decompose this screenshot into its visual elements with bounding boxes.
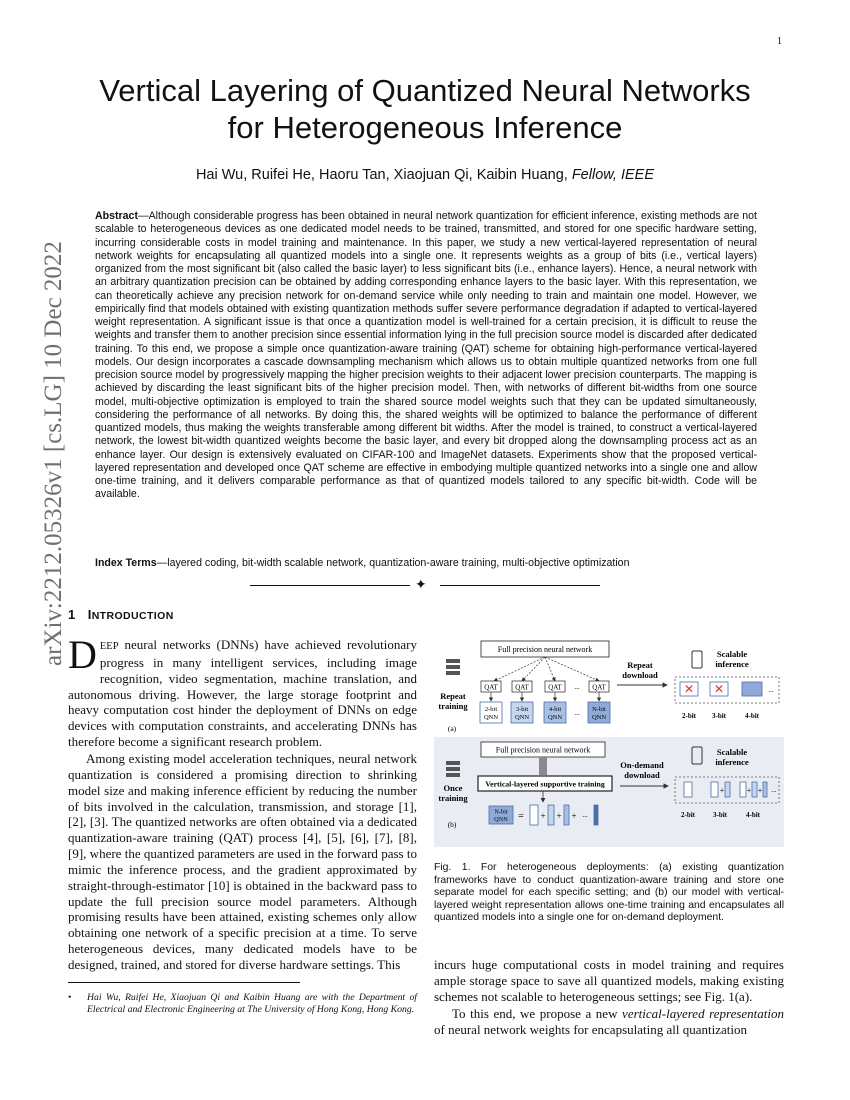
footnote-text: Hai Wu, Ruifei He, Xiaojuan Qi and Kaibin Huang are with the Department of Electrical and Electronic Engineering at The University of Hong Kong, Hong Kong.	[87, 992, 417, 1016]
device-3bit-b-layer-2	[725, 782, 730, 797]
repeat-training-label: Repeat training	[438, 691, 468, 711]
right-paragraph-1: incurs huge computational costs in model training and requires ample storage space to save all quantized models, making existing schemes not scalable to heterogeneous settings; see Fig. 1(a).	[434, 957, 784, 1004]
right-p2-start: To this end, we propose a new	[452, 1006, 623, 1021]
abstract-text: —Although considerable progress has been obtained in neural network quantization for efficient inference, existing methods are not scalable to heterogeneous devices as one dedicated model needs to be trained, transmitted, and stored for one specific hardware setting, incurring considerable costs in model training and maintenance. In this paper, we study a new vertical-layered representation of neural network weights for encapsulating all quantized models into a single one. It represents weights as a group of bits (i.e., vertical layers) organized from the most significant bit (also called the basic layer) to less significant bits (i.e., enhance layers). Hence, a neural network with an arbitrary quantization precision can be obtained by adding corresponding enhance layers to the basic layer. With this representation, we can theoretically achieve any precision network for on-demand service while only needing to train and maintain one model. However, we empirically find that models obtained with existing quantization methods suffer severe performance degradation if adapted to vertical-layered weight representation. A significant issue is that once a quantization model is well-trained for a certain precision, it is difficult to reuse the weights and transfer them to another precision since essential information lying in the full precision source model is discarded after dedicated training. To this end, we propose a simple once quantization-aware training (QAT) scheme for obtaining high-performance vertical-layered models. Our design incorporates a cascade downsampling mechanism which allows us to obtain multiple quantized networks from one full precision source model by progressively mapping the higher precision weights to their adjacent lower precision counterparts. The mapping is achieved by discarding the least significant bits of the higher precision model. Then, with networks of different bit-widths from one source model, multi-objective optimization is employed to train the shared source model weights such that they can be updated simultaneously, considering the performance of all networks. By doing this, the shared weights will be optimized to balance the performance of different quantized models, thus making the weights transferable among different bit widths. After the model is trained, to construct a vertical-layered network, the lowest bit-width quantized weights become the basic layer, and every bit dropped along the downsampling process act as an enhance layer. Our design is extensively evaluated on CIFAR-100 and ImageNet datasets. Experiments show that the proposed vertical-layered representation and developed once QAT scheme are effective in embodying multiple quantized networks into a single one and allow one-time training, and it delivers comparable performance as that of quantized models tailored to any specific bit-width. Code will be available.	[95, 210, 757, 501]
section-title-first: I	[87, 607, 92, 622]
figure-1-diagram	[434, 637, 784, 847]
intro-paragraph-1	[68, 632, 417, 750]
authors-fellow: Fellow, IEEE	[571, 167, 655, 183]
device-dots-b: ...	[771, 786, 777, 794]
bit-label-4-b: 4-bit	[746, 811, 760, 819]
qat-label-2: QAT	[515, 683, 529, 692]
scalable-inference-label-b: Scalable inference	[715, 747, 749, 767]
repeat-download-label: Repeat download	[622, 660, 658, 680]
panel-a-label: (a)	[447, 724, 457, 733]
qnn-3bit-label: 3-bit QNN	[514, 706, 530, 721]
server-icon-b	[446, 761, 460, 777]
intro-smallcaps: EEP	[99, 641, 119, 652]
layer-block-3	[564, 805, 569, 825]
device-4bit-b-layer-2	[752, 782, 757, 797]
index-terms-text: —layered coding, bit-width scalable network, quantization-aware training, multi-objective optimization	[156, 557, 630, 569]
layer-block-n	[594, 805, 598, 825]
device-plus-3: +	[757, 786, 763, 795]
once-training-label: Once training	[438, 783, 468, 803]
bit-label-3-b: 3-bit	[713, 811, 727, 819]
plus-2: +	[556, 811, 562, 821]
device-3bit-b-layer-1	[711, 782, 718, 797]
device-plus-1: +	[719, 786, 725, 795]
layer-block-2	[548, 805, 554, 825]
device-4bit-b-layer-1	[740, 782, 746, 797]
index-terms	[95, 557, 757, 570]
nbit-qnn-label-b: N-bit QNN	[494, 808, 508, 823]
qnn-dots: ...	[574, 709, 580, 717]
qat-row-a	[481, 681, 609, 692]
abstract-label: Abstract	[95, 210, 138, 222]
authors-names: Hai Wu, Ruifei He, Haoru Tan, Xiaojuan Qi, Kaibin Huang,	[195, 167, 572, 183]
qat-dots: ...	[574, 683, 580, 691]
qnn-4bit-label: 4-bit QNN	[547, 706, 563, 721]
equals-sign: =	[518, 811, 524, 822]
bit-label-3-a: 3-bit	[712, 712, 726, 720]
figure-caption: Fig. 1. For heterogeneous deployments: (a) existing quantization frameworks have to conduct quantization-aware training and store one separate model for each specific setting; and (b) our model with vertical-layered weight representation allows one-time training and encapsulates all quantized models into a single one for on-demand deployment.	[434, 862, 784, 924]
qat-label-3: QAT	[548, 683, 562, 692]
qnn-nbit-label: N-bit QNN	[591, 706, 607, 721]
right-paragraph-2	[434, 1006, 784, 1038]
title-line-1: Vertical Layering of Quantized Neural Networks	[99, 73, 751, 108]
paper-title	[60, 72, 790, 146]
section-heading	[68, 607, 174, 622]
qat-label-n: QAT	[592, 683, 606, 692]
qat-label-1: QAT	[484, 683, 498, 692]
footnote	[68, 992, 417, 1017]
full-precision-label-a: Full precision neural network	[497, 645, 593, 654]
down-arrow-shaft	[539, 757, 547, 775]
layer-block-1	[530, 805, 538, 825]
intro-paragraph-2: Among existing model acceleration techniques, neural network quantization is considered a promising direction to shrinking model size and making inference efficient by reducing the number of bits involved in the calculation, transmission, and storage [1], [2], [3]. The quantized networks are often obtained via a dedicated quantization-aware training (QAT) process [4], [5], [6], [7], [8], [9], where the quantized parameters are used in the forward pass to mimic the inference process, and the gradient approximated by straight-through-estimator [10] is obtained in the backward pass to update the full precision source model parameters. Although promising results have been attained, existing schemes only allow obtaining one network of a specific precision at a time. To serve heterogeneous devices, many dedicated models have to be designed, trained, and stored for diverse hardware settings. This	[68, 751, 417, 972]
cross-icon-2: ✕	[713, 682, 725, 696]
bit-label-2-a: 2-bit	[682, 712, 696, 720]
server-icon-a	[446, 659, 460, 675]
index-terms-label: Index Terms	[95, 557, 157, 569]
plus-1: +	[540, 811, 546, 821]
device-4bit-a	[742, 682, 762, 696]
intro-p1-text: neural networks (DNNs) have achieved revolutionary progress in many intelligent services, including image recognition, video segmentation, machine translation, and autonomous driving. However, the large storage footprint and heavy computation cost hinder the deployment of DNNs on edge devices with computation constraints, and accelerating DNNs has therefore become a significant research problem.	[68, 637, 417, 750]
section-title-rest: NTRODUCTION	[91, 610, 174, 622]
device-4bit-b-layer-3	[763, 782, 767, 797]
layer-dots: ...	[582, 811, 588, 819]
device-dots-a: ...	[768, 686, 774, 694]
title-line-2: for Heterogeneous Inference	[227, 110, 623, 145]
qnn-2bit-label: 2-bit QNN	[483, 706, 499, 721]
arxiv-stamp: arXiv:2212.05326v1 [cs.LG] 10 Dec 2022	[40, 241, 67, 666]
qnn-row-a	[480, 702, 610, 723]
right-p2-emphasis: vertical-layered representation	[622, 1006, 785, 1021]
on-demand-download-label: On-demand download	[620, 760, 664, 780]
right-p2-end: of neural network weights for encapsulating all quantization	[434, 1021, 747, 1037]
separator-rule-left	[250, 585, 410, 586]
footnote-rule	[68, 982, 300, 983]
plus-3: +	[571, 811, 577, 821]
figure-1	[434, 637, 784, 847]
separator-diamond-icon: ✦	[415, 576, 427, 592]
page-number: 1	[777, 36, 782, 47]
footnote-bullet: •	[68, 992, 72, 1003]
vertical-layered-label: Vertical-layered supportive training	[485, 779, 605, 789]
drop-cap: D	[68, 632, 97, 677]
device-2bit-b	[684, 782, 692, 797]
section-number: 1	[68, 607, 76, 622]
scalable-inference-label-a: Scalable inference	[715, 649, 749, 669]
full-precision-label-b: Full precision neural network	[495, 745, 591, 755]
panel-b-label: (b)	[447, 820, 457, 829]
separator-rule-right	[440, 585, 600, 586]
abstract	[95, 210, 757, 502]
bit-label-4-a: 4-bit	[745, 712, 759, 720]
cross-icon-1: ✕	[683, 682, 695, 696]
bit-label-2-b: 2-bit	[681, 811, 695, 819]
device-plus-2: +	[746, 786, 752, 795]
author-list	[60, 167, 790, 183]
